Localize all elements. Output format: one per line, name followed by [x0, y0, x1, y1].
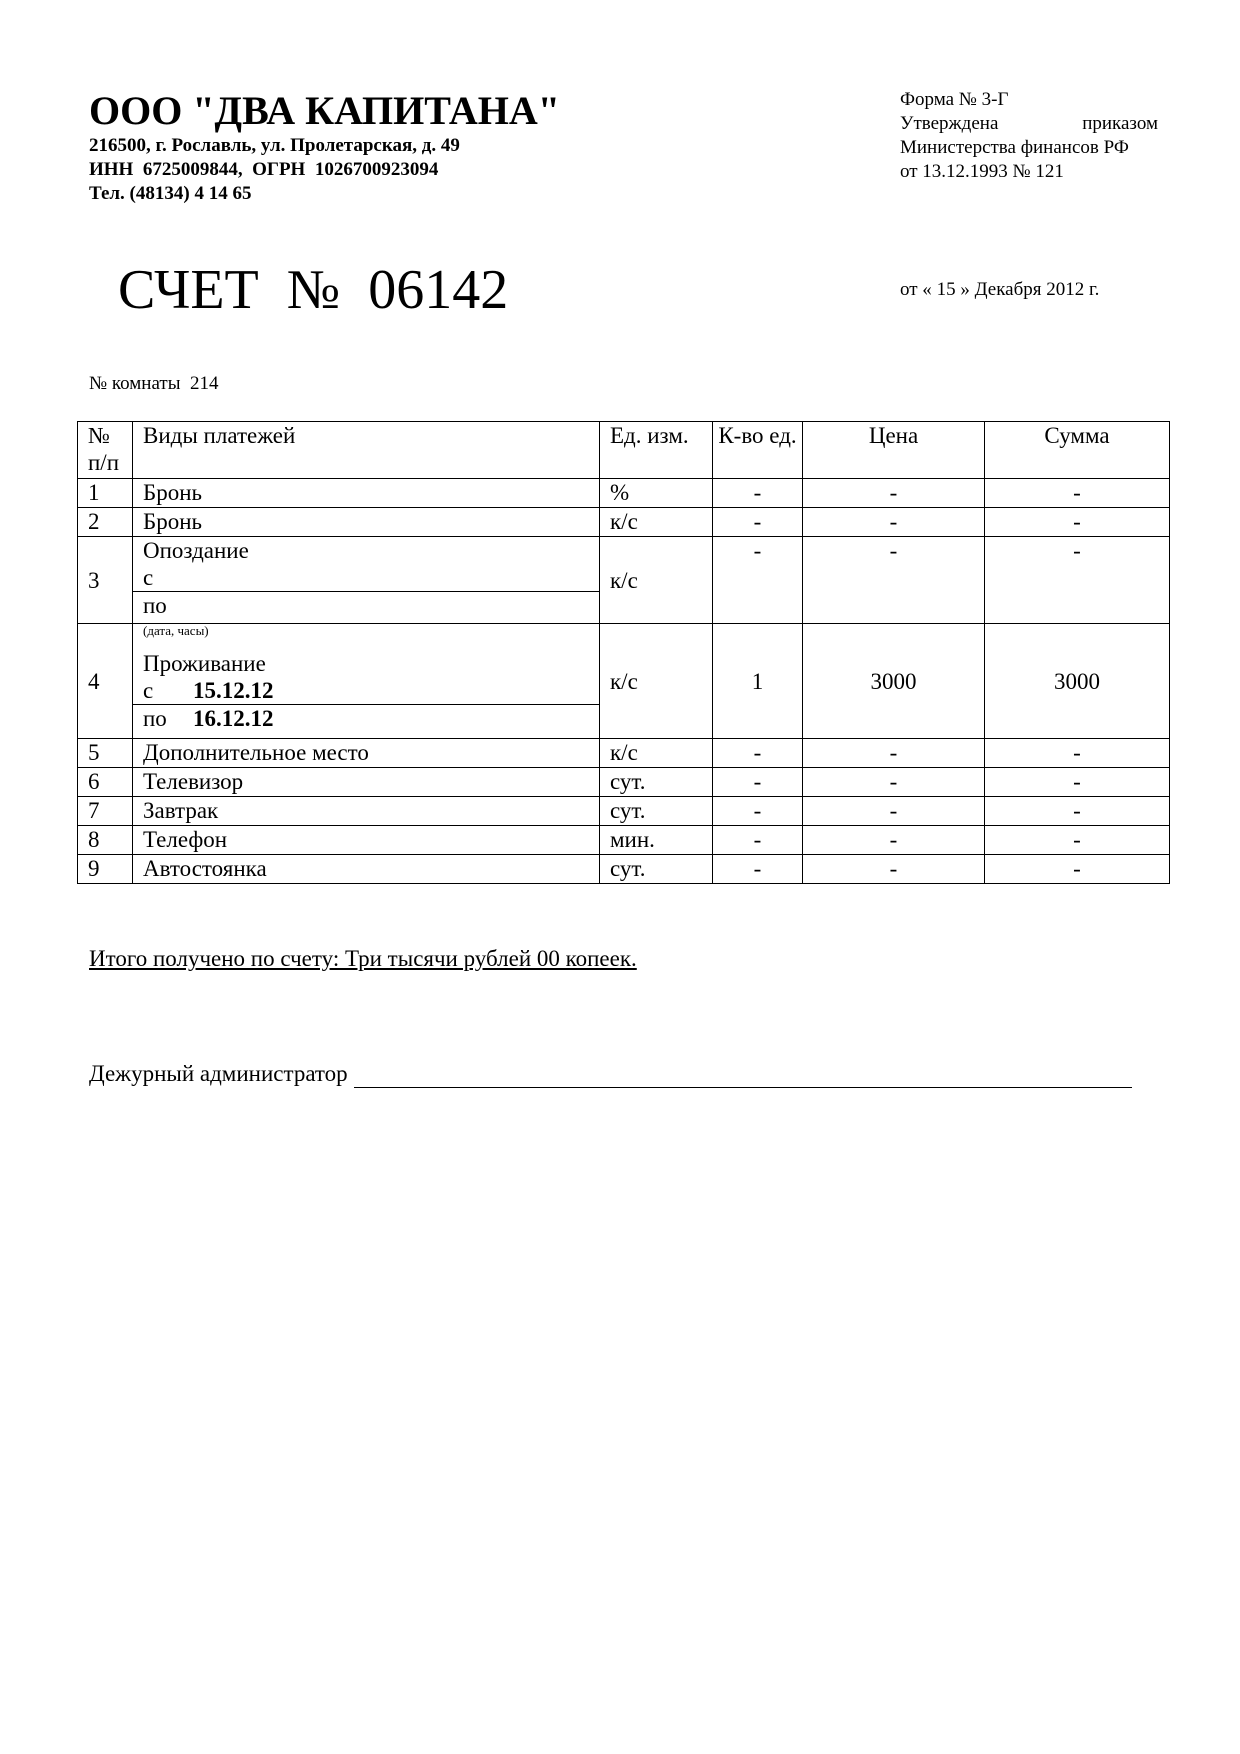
invoice-title: [118, 258, 508, 322]
cell-type: Телефон: [133, 826, 600, 855]
late-title: Опоздание: [143, 538, 249, 563]
form-approval-block: [900, 88, 1158, 184]
signature-block: [89, 1060, 1132, 1088]
late-from-label: с: [143, 565, 154, 590]
stay-from-date: 15.12.12: [193, 678, 274, 703]
cell-qty: 1: [713, 624, 803, 739]
cell-price: -: [803, 537, 985, 624]
cell-price: -: [803, 826, 985, 855]
form-ministry: Министерства финансов РФ: [900, 137, 1129, 158]
cell-unit: сут.: [600, 797, 713, 826]
cell-price: -: [803, 797, 985, 826]
form-approved-line: [900, 112, 1158, 136]
company-phone: Тел. (48134) 4 14 65: [89, 183, 252, 204]
table-row: [78, 826, 1170, 855]
table-row: [78, 508, 1170, 537]
cell-sum: -: [985, 797, 1170, 826]
invoice-date: [900, 278, 1099, 302]
stay-title: Проживание: [143, 651, 266, 676]
cell-type: Бронь: [133, 508, 600, 537]
table-row: [78, 624, 1170, 739]
cell-unit: сут.: [600, 768, 713, 797]
cell-sum: -: [985, 537, 1170, 624]
room-number: [89, 372, 218, 396]
stay-from-label: с: [143, 678, 154, 703]
signature-line: [354, 1065, 1132, 1088]
invoice-date-rest: » Декабря 2012 г.: [960, 279, 1100, 300]
stay-from: [143, 677, 599, 704]
stay-to: [133, 704, 599, 732]
cell-type: Автостоянка: [133, 855, 600, 884]
cell-sum: -: [985, 855, 1170, 884]
cell-qty: -: [713, 508, 803, 537]
cell-qty: -: [713, 855, 803, 884]
cell-qty: -: [713, 739, 803, 768]
form-order-date: от 13.12.1993 № 121: [900, 161, 1064, 182]
header-num: № п/п: [78, 422, 133, 479]
cell-unit: мин.: [600, 826, 713, 855]
cell-price: -: [803, 739, 985, 768]
cell-type: Телевизор: [133, 768, 600, 797]
table-row: [78, 479, 1170, 508]
header-sum: Сумма: [985, 422, 1170, 479]
date-hours-note: (дата, часы): [143, 623, 209, 638]
signature-label: Дежурный администратор: [89, 1061, 348, 1086]
cell-qty: -: [713, 537, 803, 624]
form-number: Форма № 3-Г: [900, 89, 1009, 110]
invoice-date-prefix: от «: [900, 279, 932, 300]
cell-num: 6: [78, 768, 133, 797]
table-header-row: [78, 422, 1170, 479]
cell-sum: 3000: [985, 624, 1170, 739]
cell-unit: сут.: [600, 855, 713, 884]
header-type: Виды платежей: [133, 422, 600, 479]
invoice-date-day: 15: [936, 279, 956, 300]
invoice-number-sign: №: [286, 259, 341, 321]
cell-type: Завтрак: [133, 797, 600, 826]
total-received: Итого получено по счету: Три тысячи рублей 00 копеек.: [89, 946, 637, 971]
cell-qty: -: [713, 768, 803, 797]
cell-price: -: [803, 479, 985, 508]
form-order-word: приказом: [1082, 113, 1158, 134]
company-name: ООО "ДВА КАПИТАНА": [89, 88, 561, 133]
invoice-number: 06142: [368, 259, 509, 321]
cell-price: -: [803, 855, 985, 884]
cell-num: 9: [78, 855, 133, 884]
cell-num: 7: [78, 797, 133, 826]
header-price: Цена: [803, 422, 985, 479]
cell-price: -: [803, 768, 985, 797]
company-address: 216500, г. Рославль, ул. Пролетарская, д. 49: [89, 135, 460, 156]
cell-unit: к/с: [600, 624, 713, 739]
table-row: [78, 768, 1170, 797]
stay-to-date: 16.12.12: [193, 706, 274, 731]
cell-sum: -: [985, 739, 1170, 768]
room-label: № комнаты: [89, 373, 181, 394]
cell-sum: -: [985, 479, 1170, 508]
form-approved-word: Утверждена: [900, 113, 999, 134]
cell-sum: -: [985, 768, 1170, 797]
cell-unit: к/с: [600, 537, 713, 624]
cell-sum: -: [985, 508, 1170, 537]
cell-price: -: [803, 508, 985, 537]
cell-price: 3000: [803, 624, 985, 739]
company-block: [89, 88, 560, 206]
cell-num: 2: [78, 508, 133, 537]
cell-unit: %: [600, 479, 713, 508]
cell-type: Бронь: [133, 479, 600, 508]
cell-sum: -: [985, 826, 1170, 855]
invoice-title-word: СЧЕТ: [118, 259, 259, 321]
cell-num: 5: [78, 739, 133, 768]
cell-unit: к/с: [600, 508, 713, 537]
table-row: [78, 797, 1170, 826]
header-qty: К-во ед.: [713, 422, 803, 479]
cell-qty: -: [713, 797, 803, 826]
cell-num: 4: [78, 624, 133, 739]
cell-qty: -: [713, 479, 803, 508]
payments-table: [77, 421, 1170, 884]
cell-type-late: [133, 537, 600, 624]
room-value: 214: [189, 373, 219, 394]
cell-num: 8: [78, 826, 133, 855]
late-to-label: по: [133, 591, 599, 619]
stay-to-label: по: [143, 706, 167, 731]
cell-type-stay: [133, 624, 600, 739]
cell-qty: -: [713, 826, 803, 855]
table-row: [78, 537, 1170, 624]
table-row: [78, 739, 1170, 768]
cell-num: 3: [78, 537, 133, 624]
table-row: [78, 855, 1170, 884]
cell-type: Дополнительное место: [133, 739, 600, 768]
company-ids: ИНН 6725009844, ОГРН 1026700923094: [89, 159, 439, 180]
cell-unit: к/с: [600, 739, 713, 768]
header-unit: Ед. изм.: [600, 422, 713, 479]
cell-num: 1: [78, 479, 133, 508]
